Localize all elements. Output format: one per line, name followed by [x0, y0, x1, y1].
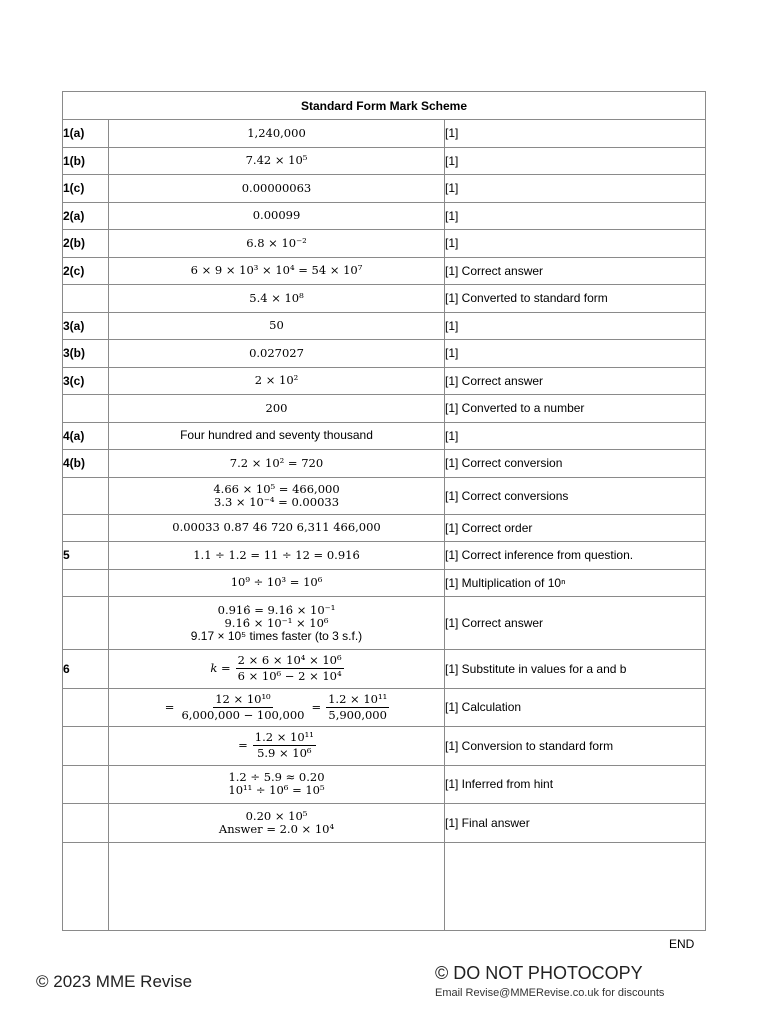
answer-cell	[109, 804, 445, 843]
blank-cell	[63, 842, 109, 930]
table-row	[63, 650, 706, 689]
answer-cell: 0.00033 0.87 46 720 6,311 466,000	[109, 514, 445, 542]
question-number: 3(b)	[63, 340, 109, 368]
table-row	[63, 175, 706, 203]
answer-line: 0.20 × 10⁵	[245, 808, 308, 823]
answer-line: 4.66 × 10⁵ = 466,000	[213, 481, 340, 496]
answer-cell	[109, 597, 445, 650]
answer-cell: 200	[109, 395, 445, 423]
question-number: 1(b)	[63, 147, 109, 175]
denominator: 6,000,000 − 100,000	[181, 707, 305, 722]
answer-cell: 0.00000063	[109, 175, 445, 203]
table-row	[63, 542, 706, 570]
answer-cell: 0.027027	[109, 340, 445, 368]
answer-line: 10¹¹ ÷ 10⁶ = 10⁵	[228, 783, 325, 798]
fraction	[253, 731, 316, 760]
denominator: 5.9 × 10⁶	[257, 746, 312, 761]
answer-line: 3.3 × 10⁻⁴ = 0.00033	[213, 494, 340, 509]
question-number	[63, 395, 109, 423]
mark-cell: [1] Multiplication of 10ⁿ	[445, 569, 706, 597]
fraction	[236, 654, 344, 683]
equals-sign: =	[311, 699, 322, 714]
mark-cell: [1] Converted to a number	[445, 395, 706, 423]
answer-cell: 6.8 × 10⁻²	[109, 230, 445, 258]
question-number	[63, 514, 109, 542]
answer-line: Answer = 2.0 × 10⁴	[218, 821, 335, 836]
blank-cell	[445, 842, 706, 930]
table-row	[63, 395, 706, 423]
question-number	[63, 477, 109, 514]
table-row	[63, 120, 706, 148]
table-row	[63, 804, 706, 843]
answer-cell	[109, 477, 445, 514]
mark-cell: [1] Correct answer	[445, 597, 706, 650]
mark-scheme-table	[62, 91, 706, 931]
answer-cell: 50	[109, 312, 445, 340]
table-title: Standard Form Mark Scheme	[63, 92, 706, 120]
table-row	[63, 597, 706, 650]
table-row	[63, 450, 706, 478]
question-number	[63, 569, 109, 597]
answer-cell: 0.00099	[109, 202, 445, 230]
mark-cell: [1] Substitute in values for a and b	[445, 650, 706, 689]
table-row	[63, 340, 706, 368]
equation-prefix: =	[164, 699, 175, 714]
answer-cell	[109, 650, 445, 689]
answer-cell: 5.4 × 10⁸	[109, 285, 445, 313]
mark-cell: [1] Conversion to standard form	[445, 727, 706, 766]
answer-cell: 2 × 10²	[109, 367, 445, 395]
mark-cell: [1]	[445, 312, 706, 340]
table-row	[63, 147, 706, 175]
question-number: 4(a)	[63, 422, 109, 450]
mark-cell: [1] Correct answer	[445, 367, 706, 395]
question-number: 3(c)	[63, 367, 109, 395]
equation-prefix: k =	[210, 661, 231, 676]
question-number: 6	[63, 650, 109, 689]
mark-cell: [1]	[445, 230, 706, 258]
mark-cell: [1]	[445, 422, 706, 450]
question-number: 2(b)	[63, 230, 109, 258]
question-number: 1(c)	[63, 175, 109, 203]
table-row	[63, 257, 706, 285]
table-row	[63, 422, 706, 450]
do-not-photocopy-notice: © DO NOT PHOTOCOPY	[435, 963, 643, 983]
table-row	[63, 477, 706, 514]
table-row	[63, 569, 706, 597]
fraction	[179, 693, 306, 722]
numerator: 2 × 6 × 10⁴ × 10⁶	[237, 653, 342, 668]
mark-cell: [1] Correct conversions	[445, 477, 706, 514]
email-notice: Email Revise@MMERevise.co.uk for discounts	[435, 987, 665, 999]
mark-cell: [1]	[445, 147, 706, 175]
answer-line: 9.16̇ × 10⁻¹ × 10⁶	[224, 615, 329, 630]
answer-cell: 7.2 × 10² = 720	[109, 450, 445, 478]
answer-cell	[109, 765, 445, 804]
mark-cell: [1]	[445, 202, 706, 230]
answer-cell: 1,240,000	[109, 120, 445, 148]
equation-prefix: =	[238, 738, 248, 753]
numerator: 1.2 × 10¹¹	[328, 691, 388, 706]
answer-line: 1.2 ÷ 5.9 ≈ 0.20	[228, 770, 325, 785]
mark-cell: [1] Correct answer	[445, 257, 706, 285]
answer-cell: 6 × 9 × 10³ × 10⁴ = 54 × 10⁷	[109, 257, 445, 285]
question-number: 2(a)	[63, 202, 109, 230]
table-row	[63, 367, 706, 395]
table-row	[63, 765, 706, 804]
table-row	[63, 727, 706, 766]
mark-cell: [1] Final answer	[445, 804, 706, 843]
question-number	[63, 688, 109, 727]
question-number	[63, 727, 109, 766]
answer-cell: Four hundred and seventy thousand	[109, 422, 445, 450]
question-number	[63, 285, 109, 313]
denominator: 5,900,000	[328, 707, 387, 722]
blank-cell	[109, 842, 445, 930]
numerator: 1.2 × 10¹¹	[254, 730, 314, 745]
question-number: 3(a)	[63, 312, 109, 340]
mark-cell: [1] Correct inference from question.	[445, 542, 706, 570]
denominator: 6 × 10⁶ − 2 × 10⁴	[237, 669, 342, 684]
mark-cell: [1] Converted to standard form	[445, 285, 706, 313]
mark-cell: [1] Correct order	[445, 514, 706, 542]
answer-cell: 10⁹ ÷ 10³ = 10⁶	[109, 569, 445, 597]
mark-cell: [1]	[445, 120, 706, 148]
table-body	[63, 120, 706, 931]
table-row	[63, 230, 706, 258]
answer-cell	[109, 727, 445, 766]
table-row	[63, 312, 706, 340]
table-row	[63, 285, 706, 313]
copyright-text: © 2023 MME Revise	[36, 972, 193, 991]
mark-cell: [1] Inferred from hint	[445, 765, 706, 804]
mark-cell: [1]	[445, 340, 706, 368]
mark-cell: [1]	[445, 175, 706, 203]
mark-cell: [1] Calculation	[445, 688, 706, 727]
mark-cell: [1] Correct conversion	[445, 450, 706, 478]
answer-cell: 7.42 × 10⁵	[109, 147, 445, 175]
answer-line: 9.17 × 10⁵ times faster (to 3 s.f.)	[190, 628, 363, 643]
blank-row	[63, 842, 706, 930]
table-row	[63, 202, 706, 230]
end-label: END	[669, 937, 695, 951]
question-number: 2(c)	[63, 257, 109, 285]
answer-cell: 1.1 ÷ 1.2 = 11 ÷ 12 = 0.916̇	[109, 542, 445, 570]
table-row	[63, 514, 706, 542]
question-number: 1(a)	[63, 120, 109, 148]
table-row	[63, 688, 706, 727]
question-number: 5	[63, 542, 109, 570]
numerator: 12 × 10¹⁰	[215, 691, 271, 706]
answer-line: 0.916̇ = 9.16̇ × 10⁻¹	[217, 602, 336, 617]
question-number	[63, 804, 109, 843]
answer-cell	[109, 688, 445, 727]
question-number	[63, 765, 109, 804]
fraction	[326, 693, 389, 722]
question-number: 4(b)	[63, 450, 109, 478]
question-number	[63, 597, 109, 650]
